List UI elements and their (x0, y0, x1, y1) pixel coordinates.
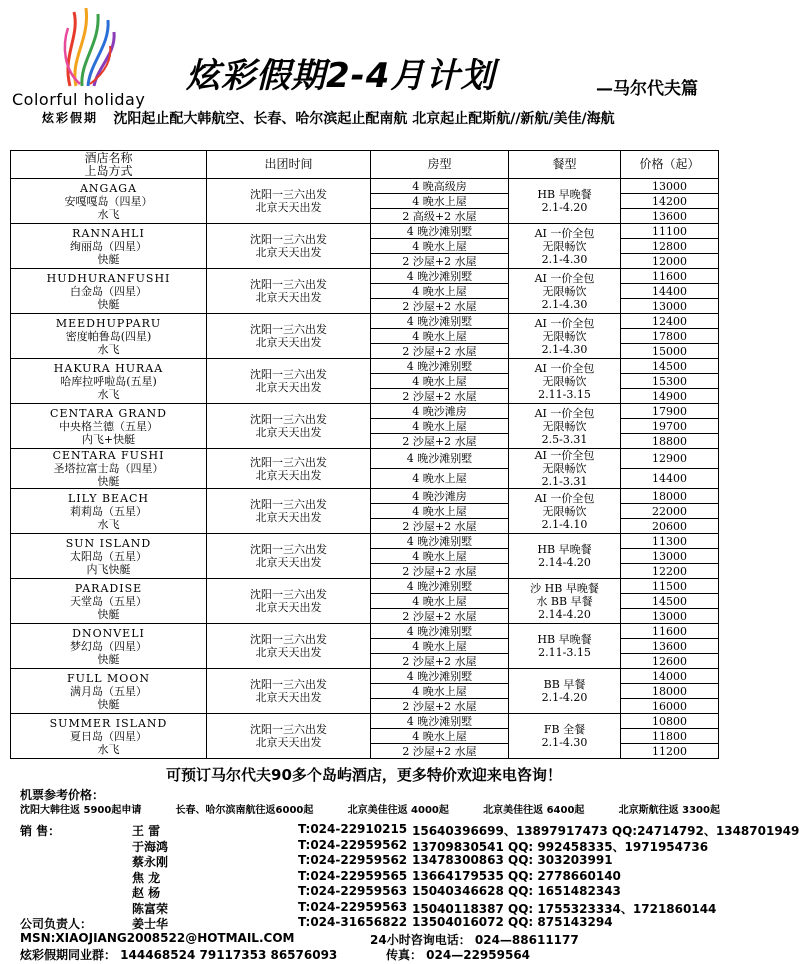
room-type-cell: 4 晚沙滩别墅 (371, 314, 509, 329)
price-cell: 13000 (621, 299, 719, 314)
meal-line: 2.1-4.30 (541, 342, 588, 356)
logo-text-cn: 炫彩假期 (42, 111, 99, 125)
airline-note: 沈阳起止配大韩航空、长春、哈尔滨起止配南航 北京起止配斯航//新航/美佳/海航 (113, 111, 615, 127)
price-cell: 11500 (621, 579, 719, 594)
hotel-name-cn: 密度帕鲁岛(四星) (65, 329, 152, 343)
contact-name: 焦 龙 (132, 870, 161, 885)
ticket-price-item: 北京美佳往返 6400起 (483, 805, 585, 816)
table-row (11, 624, 719, 639)
table-row (11, 714, 719, 729)
table-row (11, 449, 719, 469)
price-cell: 18000 (621, 684, 719, 699)
contact-phone: T:024-22959563 (298, 899, 408, 914)
meal-line: HB 早晚餐 (537, 188, 592, 201)
contact-mobile-qq: 13504016072 QQ: 875143294 (412, 915, 613, 929)
room-type-cell: 4 晚水上屋 (371, 684, 509, 699)
room-type-cell: 2 沙屋+2 水屋 (371, 564, 509, 579)
contact-mobile-qq: 15040346628 QQ: 1651482343 (412, 884, 621, 898)
meal-line: HB 早晚餐 (537, 543, 592, 556)
contact-phone: T:024-22959562 (298, 837, 408, 852)
meal-line: AI 一价全包 (534, 226, 595, 240)
hotel-name-cn: 夏日岛（四星） (70, 729, 147, 743)
hotel-name-cn: 白金岛（四星） (70, 284, 147, 298)
price-cell: 12900 (621, 449, 719, 469)
header-meal: 餐型 (509, 151, 621, 179)
price-cell: 10800 (621, 714, 719, 729)
price-cell: 17900 (621, 404, 719, 419)
hotel-name-cn: 圣塔拉富士岛（四星） (53, 462, 164, 475)
meal-cell (509, 179, 621, 224)
hotel-name-cn: 安嘎嘎岛（四星） (64, 194, 153, 208)
room-type-cell: 2 高级+2 水屋 (371, 209, 509, 224)
meal-line: 无限畅饮 (542, 504, 587, 518)
room-type-cell: 4 晚水上屋 (371, 284, 509, 299)
contact-name: 王 雷 (132, 824, 161, 838)
header-room: 房型 (371, 151, 509, 179)
hotel-cell (11, 314, 207, 359)
meal-cell (509, 489, 621, 534)
ticket-price-item: 北京美佳往返 4000起 (347, 805, 449, 816)
ticket-price-item: 北京斯航往返 3300起 (618, 805, 720, 816)
contact-phone: T:024-31656822 (298, 915, 408, 929)
price-cell: 14900 (621, 389, 719, 404)
room-type-cell: 4 晚水上屋 (371, 239, 509, 254)
room-type-cell: 2 沙屋+2 水屋 (371, 344, 509, 359)
room-type-cell: 4 晚沙滩别墅 (371, 624, 509, 639)
departure-line: 沈阳一三六出发 (250, 323, 327, 336)
departure-cell (207, 579, 371, 624)
hotel-name-cn: 梦幻岛（四星） (70, 639, 147, 653)
meal-line: AI 一价全包 (534, 491, 595, 505)
price-cell: 11600 (621, 624, 719, 639)
meal-cell (509, 269, 621, 314)
ticket-price-item: 沈阳大韩往返 5900起申请 (20, 805, 142, 816)
hotel-transfer: 内飞快艇 (86, 562, 131, 576)
price-cell: 11300 (621, 534, 719, 549)
departure-line: 北京天天出发 (255, 556, 322, 569)
meal-cell (509, 359, 621, 404)
hotel-transfer: 水飞 (97, 742, 120, 756)
room-type-cell: 4 晚沙滩房 (371, 489, 509, 504)
table-row (11, 314, 719, 329)
contact-name: 陈富荣 (132, 901, 169, 916)
table-row (11, 489, 719, 504)
contact-name: 姜士华 (132, 917, 169, 931)
meal-line: 无限畅饮 (542, 329, 587, 343)
room-type-cell: 4 晚沙滩别墅 (371, 534, 509, 549)
hotel-transfer: 水飞 (97, 517, 120, 531)
table-row (11, 534, 719, 549)
room-type-cell: 2 沙屋+2 水屋 (371, 744, 509, 759)
price-cell: 14400 (621, 469, 719, 489)
departure-cell (207, 669, 371, 714)
price-cell: 15000 (621, 344, 719, 359)
hotel-name-en: PARADISE (74, 581, 143, 595)
departure-cell (207, 224, 371, 269)
meal-line: AI 一价全包 (534, 406, 595, 420)
meal-line: 2.1-3.31 (541, 475, 588, 488)
hotel-name-en: HAKURA HURAA (53, 361, 164, 375)
header-hotel (11, 151, 207, 179)
table-row (11, 669, 719, 684)
header-hotel-name: 酒店名称 (84, 150, 133, 165)
meal-line: 无限畅饮 (542, 419, 587, 433)
table-row (11, 579, 719, 594)
room-type-cell: 4 晚沙滩别墅 (371, 224, 509, 239)
table-row (11, 404, 719, 419)
room-type-cell: 4 晚高级房 (371, 179, 509, 194)
meal-line: AI 一价全包 (534, 361, 595, 375)
room-type-cell: 4 晚水上屋 (371, 469, 509, 489)
contact-mobile-qq: 13664179535 QQ: 2778660140 (412, 868, 621, 883)
table-row (11, 359, 719, 374)
hotel-transfer: 快艇 (97, 607, 120, 621)
meal-line: AI 一价全包 (534, 271, 595, 285)
price-cell: 13000 (621, 609, 719, 624)
hotel-cell (11, 489, 207, 534)
price-cell: 15300 (621, 374, 719, 389)
meal-cell (509, 579, 621, 624)
price-cell: 14000 (621, 669, 719, 684)
price-cell: 13600 (621, 639, 719, 654)
room-type-cell: 4 晚水上屋 (371, 639, 509, 654)
departure-line: 北京天天出发 (255, 246, 322, 259)
hotline: 24小时咨询电话： 024—88611177 (370, 932, 579, 947)
contact-mobile-qq: 13478300863 QQ: 303203991 (412, 853, 613, 867)
hotel-cell (11, 359, 207, 404)
contact-mobile-qq: 15640396699、13897917473 QQ:24714792、1348701949 (412, 824, 799, 838)
price-cell: 14200 (621, 194, 719, 209)
group-numbers: 炫彩假期同业群： 144468524 79117353 86576093 (20, 948, 338, 962)
msn-address: MSN:XIAOJIANG2008522@HOTMAIL.COM (20, 930, 295, 945)
price-cell: 17800 (621, 329, 719, 344)
table-body (11, 179, 719, 759)
departure-line: 沈阳一三六出发 (250, 723, 327, 736)
contact-role: 公司负责人： (20, 917, 93, 931)
departure-cell (207, 489, 371, 534)
departure-line: 北京天天出发 (255, 511, 322, 524)
price-cell: 16000 (621, 699, 719, 714)
meal-line: HB 早晚餐 (537, 633, 592, 646)
room-type-cell: 4 晚水上屋 (371, 594, 509, 609)
header-departure: 出团时间 (207, 151, 371, 179)
hotel-name-en: CENTARA FUSHI (52, 449, 165, 462)
meal-line: FB 全餐 (543, 723, 586, 736)
price-cell: 13000 (621, 549, 719, 564)
price-cell: 13000 (621, 179, 719, 194)
meal-cell (509, 669, 621, 714)
hotel-name-cn: 哈库拉呼啦岛(五星) (60, 374, 157, 388)
room-type-cell: 2 沙屋+2 水屋 (371, 654, 509, 669)
ticket-price-item: 长春、哈尔滨南航往返6000起 (175, 805, 314, 816)
departure-line: 沈阳一三六出发 (250, 633, 327, 646)
price-cell: 18000 (621, 489, 719, 504)
hotel-name-en: RANNAHLI (72, 226, 145, 240)
price-cell: 12200 (621, 564, 719, 579)
price-cell: 12800 (621, 239, 719, 254)
departure-line: 沈阳一三六出发 (250, 498, 327, 511)
hotel-transfer: 快艇 (97, 697, 120, 711)
room-type-cell: 2 沙屋+2 水屋 (371, 519, 509, 534)
departure-line: 北京天天出发 (255, 468, 322, 482)
meal-line: 2.11-3.15 (538, 387, 591, 401)
hotel-cell (11, 269, 207, 314)
hotel-name-en: CENTARA GRAND (50, 406, 167, 420)
room-type-cell: 4 晚水上屋 (371, 549, 509, 564)
table-row (11, 224, 719, 239)
page-title: 炫彩假期2-4月计划 (186, 56, 496, 96)
meal-line: 2.1-4.10 (541, 517, 588, 531)
meal-line: 无限畅饮 (542, 462, 587, 475)
contact-mobile-qq: 13709830541 QQ: 992458335、1971954736 (412, 839, 709, 854)
departure-line: 沈阳一三六出发 (250, 678, 327, 691)
meal-cell (509, 714, 621, 759)
hotel-cell (11, 404, 207, 449)
price-cell: 11100 (621, 224, 719, 239)
meal-cell (509, 624, 621, 669)
hotel-name-cn: 太阳岛（五星） (70, 549, 147, 563)
price-cell: 18800 (621, 434, 719, 449)
departure-cell (207, 269, 371, 314)
ticket-price-title: 机票参考价格： (20, 788, 105, 802)
meal-cell (509, 404, 621, 449)
meal-line: AI 一价全包 (534, 316, 595, 330)
meal-line: 水 BB 早餐 (536, 594, 593, 608)
departure-line: 北京天天出发 (255, 201, 322, 214)
departure-line: 北京天天出发 (255, 291, 322, 304)
hotel-transfer: 水飞 (97, 207, 120, 221)
contact-name: 蔡永刚 (132, 855, 169, 869)
room-type-cell: 4 晚沙滩房 (371, 404, 509, 419)
room-type-cell: 2 沙屋+2 水屋 (371, 299, 509, 314)
meal-line: 2.11-3.15 (538, 646, 591, 659)
meal-line: 无限畅饮 (542, 284, 587, 298)
hotel-transfer: 快艇 (97, 252, 120, 266)
hotel-name-cn: 满月岛（五星） (70, 684, 147, 698)
departure-line: 沈阳一三六出发 (250, 233, 327, 246)
departure-line: 沈阳一三六出发 (250, 413, 327, 426)
departure-cell (207, 314, 371, 359)
contact-name: 于海鸿 (132, 839, 169, 854)
departure-line: 北京天天出发 (255, 336, 322, 349)
meal-line: 2.1-4.20 (541, 691, 588, 704)
promo-text: 可预订马尔代夫90多个岛屿酒店，更多特价欢迎来电咨询！ (166, 766, 562, 784)
hotel-cell (11, 624, 207, 669)
price-cell: 11200 (621, 744, 719, 759)
meal-line: 无限畅饮 (542, 374, 587, 388)
price-cell: 19700 (621, 419, 719, 434)
contact-mobile-qq: 15040118387 QQ: 1755323334、1721860144 (412, 901, 717, 916)
hotel-name-en: MEEDHUPPARU (55, 316, 162, 330)
header-price: 价格（起） (621, 151, 719, 179)
departure-line: 沈阳一三六出发 (250, 278, 327, 291)
meal-line: 2.14-4.20 (538, 556, 591, 569)
departure-line: 沈阳一三六出发 (250, 455, 327, 469)
room-type-cell: 4 晚水上屋 (371, 374, 509, 389)
departure-cell (207, 179, 371, 224)
meal-cell (509, 314, 621, 359)
price-cell: 14500 (621, 594, 719, 609)
logo (8, 6, 168, 124)
contact-phone: T:024-22959563 (298, 884, 408, 898)
departure-line: 北京天天出发 (255, 691, 322, 704)
hotel-cell (11, 534, 207, 579)
meal-line: 沙 HB 早晚餐 (530, 581, 599, 595)
hotel-name-en: LILY BEACH (67, 491, 150, 505)
hotel-transfer: 快艇 (97, 652, 120, 666)
hotel-name-en: FULL MOON (67, 671, 150, 685)
price-cell: 13600 (621, 209, 719, 224)
colorful-ribbon-logo-icon (60, 6, 118, 88)
room-type-cell: 2 沙屋+2 水屋 (371, 254, 509, 269)
departure-line: 北京天天出发 (255, 426, 322, 439)
hotel-plan-table (10, 150, 719, 759)
price-cell: 12400 (621, 314, 719, 329)
hotel-cell (11, 224, 207, 269)
departure-line: 北京天天出发 (255, 736, 322, 749)
contact-role: 销 售： (20, 824, 61, 838)
room-type-cell: 2 沙屋+2 水屋 (371, 389, 509, 404)
meal-line: 2.14-4.20 (538, 607, 591, 621)
price-cell: 14500 (621, 359, 719, 374)
departure-line: 北京天天出发 (255, 601, 322, 614)
room-type-cell: 4 晚水上屋 (371, 194, 509, 209)
hotel-cell (11, 669, 207, 714)
price-cell: 14400 (621, 284, 719, 299)
contact-phone: T:024-22959565 (298, 868, 408, 883)
hotel-name-cn: 绚丽岛（四星） (70, 239, 147, 253)
room-type-cell: 4 晚水上屋 (371, 419, 509, 434)
hotel-name-en: HUDHURANFUSHI (46, 271, 171, 285)
departure-line: 北京天天出发 (255, 381, 322, 394)
contact-phone: T:024-22910215 (298, 822, 408, 836)
departure-line: 沈阳一三六出发 (250, 368, 327, 381)
fax: 传真： 024—22959564 (386, 948, 531, 962)
departure-cell (207, 449, 371, 489)
room-type-cell: 4 晚沙滩别墅 (371, 269, 509, 284)
page-subtitle: —马尔代夫篇 (596, 79, 698, 99)
hotel-name-cn: 天堂岛（五星） (70, 594, 147, 608)
room-type-cell: 4 晚水上屋 (371, 329, 509, 344)
table-row (11, 179, 719, 194)
room-type-cell: 4 晚水上屋 (371, 729, 509, 744)
departure-cell (207, 359, 371, 404)
price-cell: 12000 (621, 254, 719, 269)
departure-line: 沈阳一三六出发 (250, 543, 327, 556)
table-header-row (11, 151, 719, 179)
hotel-transfer: 内飞+快艇 (81, 432, 136, 446)
hotel-transfer: 水飞 (97, 342, 120, 356)
meal-line: 无限畅饮 (542, 239, 587, 253)
hotel-cell (11, 579, 207, 624)
table-row (11, 269, 719, 284)
room-type-cell: 4 晚水上屋 (371, 504, 509, 519)
meal-cell (509, 449, 621, 489)
ticket-price-row (20, 801, 720, 816)
hotel-cell (11, 179, 207, 224)
price-cell: 20600 (621, 519, 719, 534)
contact-name: 赵 杨 (132, 886, 161, 900)
meal-cell (509, 534, 621, 579)
meal-line: 2.1-4.30 (541, 252, 588, 266)
header (0, 0, 728, 128)
room-type-cell: 2 沙屋+2 水屋 (371, 699, 509, 714)
meal-line: 2.5-3.31 (541, 432, 588, 446)
meal-line: 2.1-4.20 (541, 201, 588, 214)
hotel-cell (11, 449, 207, 489)
logo-text-en: Colorful holiday (12, 90, 146, 109)
hotel-name-cn: 莉莉岛（五星） (70, 504, 147, 518)
price-cell: 22000 (621, 504, 719, 519)
departure-cell (207, 714, 371, 759)
hotel-transfer: 快艇 (97, 475, 120, 488)
meal-line: 2.1-4.30 (541, 297, 588, 311)
meal-line: AI 一价全包 (534, 449, 595, 462)
room-type-cell: 4 晚沙滩别墅 (371, 579, 509, 594)
room-type-cell: 4 晚沙滩别墅 (371, 449, 509, 469)
hotel-name-en: DNONVELI (72, 626, 145, 640)
meal-line: 2.1-4.30 (541, 736, 588, 749)
hotel-transfer: 水飞 (97, 387, 120, 401)
room-type-cell: 4 晚沙滩别墅 (371, 714, 509, 729)
price-cell: 11600 (621, 269, 719, 284)
room-type-cell: 4 晚沙滩别墅 (371, 669, 509, 684)
hotel-cell (11, 714, 207, 759)
header-transfer: 上岛方式 (84, 163, 133, 178)
room-type-cell: 4 晚沙滩别墅 (371, 359, 509, 374)
departure-cell (207, 404, 371, 449)
price-cell: 11800 (621, 729, 719, 744)
meal-line: BB 早餐 (543, 678, 586, 691)
departure-line: 沈阳一三六出发 (250, 588, 327, 601)
departure-cell (207, 534, 371, 579)
hotel-name-en: SUMMER ISLAND (49, 716, 168, 730)
meal-cell (509, 224, 621, 269)
hotel-transfer: 快艇 (97, 297, 120, 311)
hotel-name-en: SUN ISLAND (65, 536, 152, 550)
price-cell: 12600 (621, 654, 719, 669)
room-type-cell: 2 沙屋+2 水屋 (371, 434, 509, 449)
departure-cell (207, 624, 371, 669)
hotel-name-cn: 中央格兰德（五星） (59, 419, 158, 433)
departure-line: 北京天天出发 (255, 646, 322, 659)
room-type-cell: 2 沙屋+2 水屋 (371, 609, 509, 624)
departure-line: 沈阳一三六出发 (250, 188, 327, 201)
contact-phone: T:024-22959562 (298, 853, 408, 867)
hotel-name-en: ANGAGA (79, 181, 138, 195)
